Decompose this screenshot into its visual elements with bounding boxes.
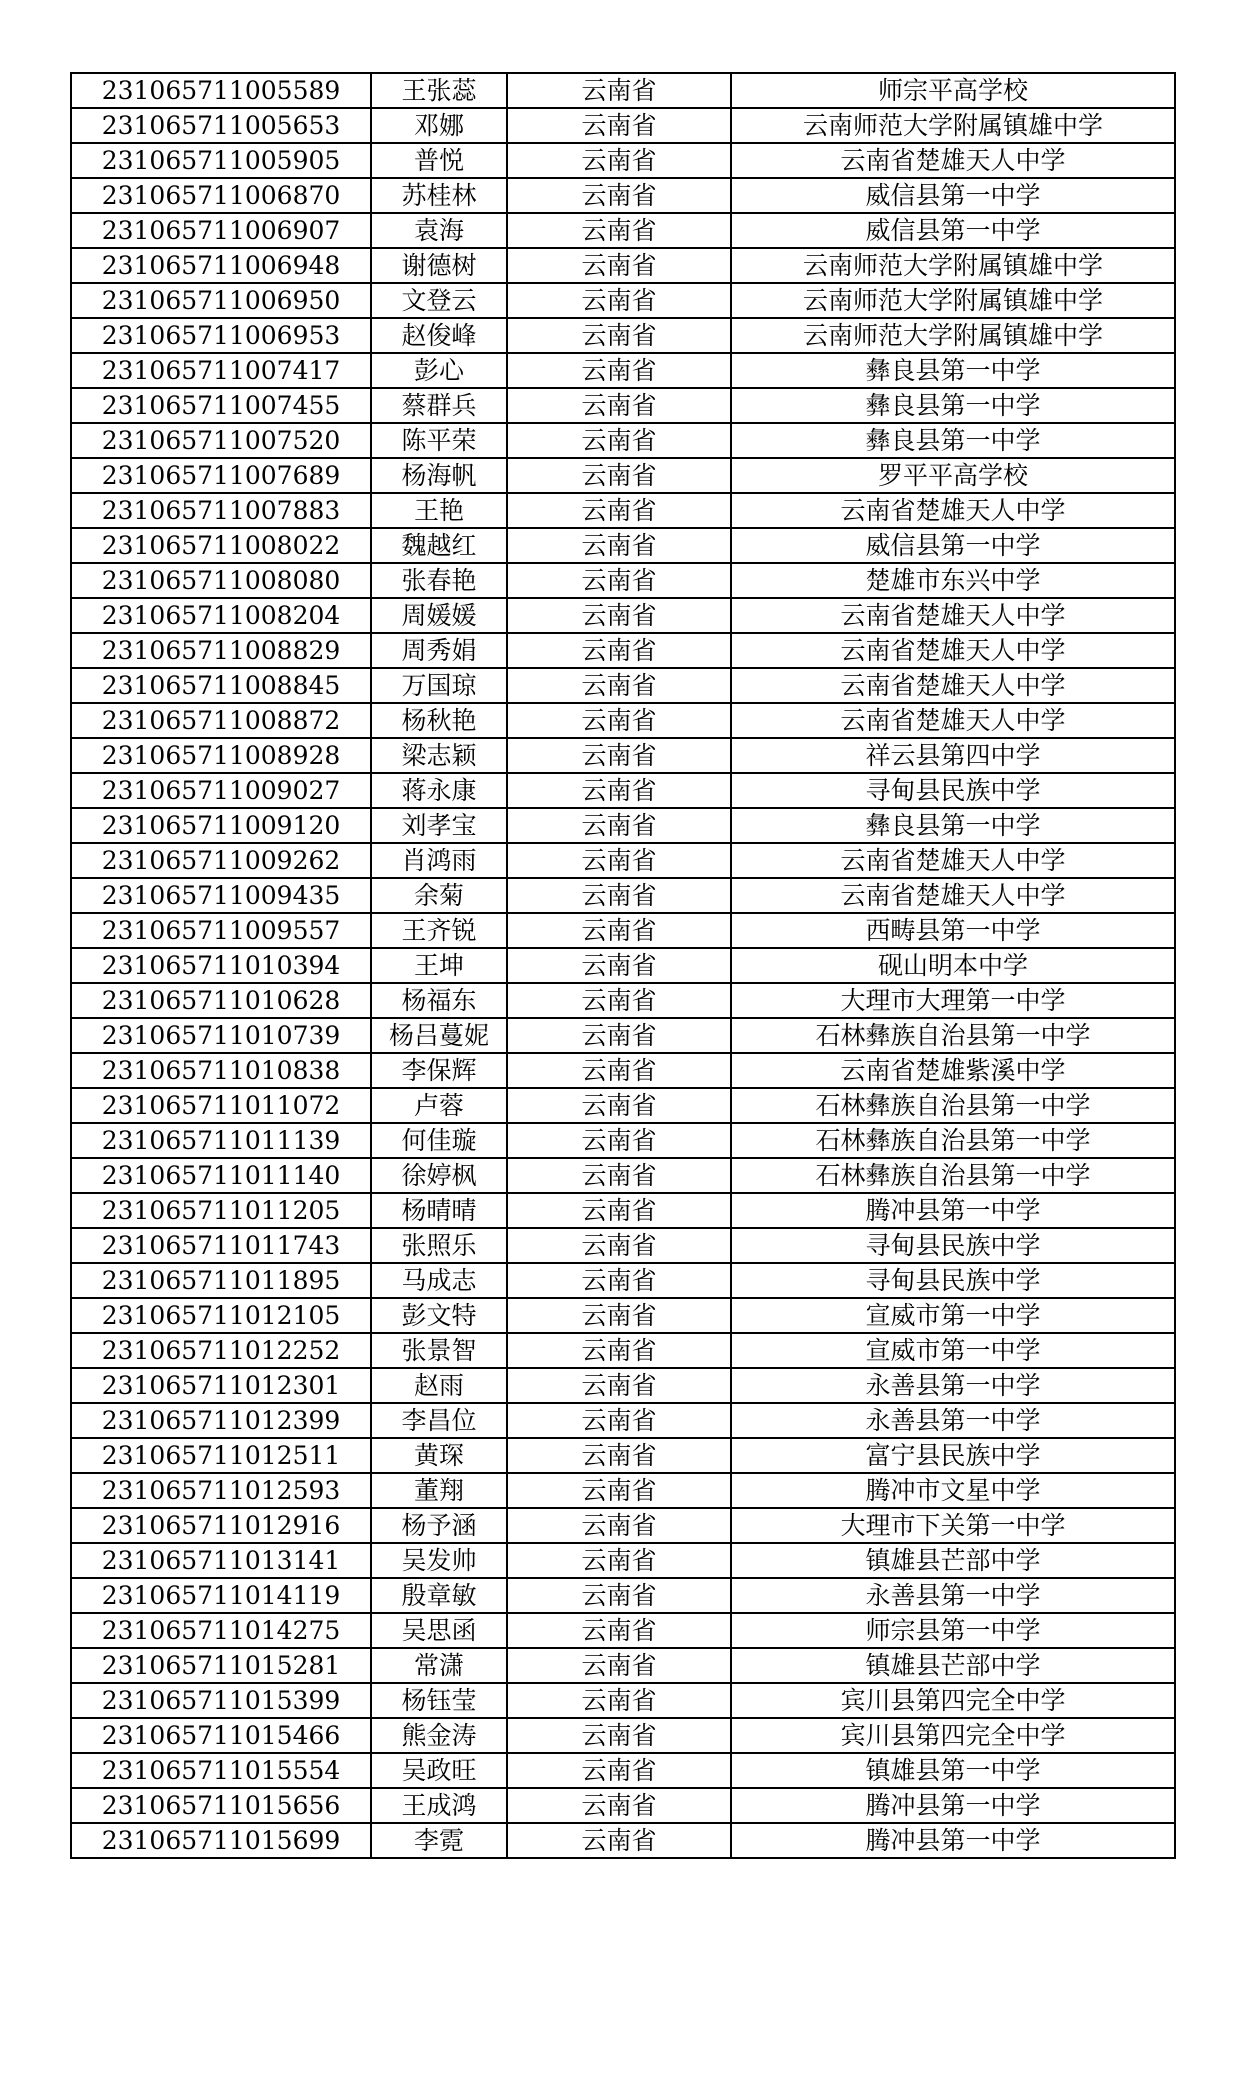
province-cell: 云南省	[507, 1718, 731, 1753]
candidate-id-cell: 231065711006950	[71, 283, 371, 318]
name-cell: 董翔	[371, 1473, 507, 1508]
candidate-id-cell: 231065711006948	[71, 248, 371, 283]
school-cell: 腾冲县第一中学	[731, 1823, 1175, 1858]
province-cell: 云南省	[507, 1088, 731, 1123]
table-row	[71, 1228, 1175, 1263]
school-cell: 宾川县第四完全中学	[731, 1683, 1175, 1718]
table-row	[71, 633, 1175, 668]
name-cell: 谢德树	[371, 248, 507, 283]
table-row	[71, 773, 1175, 808]
school-cell: 云南省楚雄天人中学	[731, 703, 1175, 738]
candidate-id-cell: 231065711009435	[71, 878, 371, 913]
school-cell: 腾冲县第一中学	[731, 1788, 1175, 1823]
school-cell: 云南省楚雄天人中学	[731, 843, 1175, 878]
school-cell: 彝良县第一中学	[731, 423, 1175, 458]
table-row	[71, 1613, 1175, 1648]
table-row	[71, 598, 1175, 633]
name-cell: 蒋永康	[371, 773, 507, 808]
table-row	[71, 878, 1175, 913]
table-row	[71, 1543, 1175, 1578]
table-row	[71, 1508, 1175, 1543]
school-cell: 彝良县第一中学	[731, 388, 1175, 423]
candidate-id-cell: 231065711008022	[71, 528, 371, 563]
table-row	[71, 1263, 1175, 1298]
candidate-id-cell: 231065711010838	[71, 1053, 371, 1088]
school-cell: 云南省楚雄天人中学	[731, 598, 1175, 633]
school-cell: 威信县第一中学	[731, 213, 1175, 248]
name-cell: 邓娜	[371, 108, 507, 143]
province-cell: 云南省	[507, 213, 731, 248]
name-cell: 赵雨	[371, 1368, 507, 1403]
province-cell: 云南省	[507, 353, 731, 388]
province-cell: 云南省	[507, 248, 731, 283]
candidate-id-cell: 231065711012252	[71, 1333, 371, 1368]
table-row	[71, 1333, 1175, 1368]
candidate-id-cell: 231065711011743	[71, 1228, 371, 1263]
table-row	[71, 1648, 1175, 1683]
province-cell: 云南省	[507, 73, 731, 108]
table-row	[71, 143, 1175, 178]
name-cell: 卢蓉	[371, 1088, 507, 1123]
candidate-id-cell: 231065711008845	[71, 668, 371, 703]
school-cell: 寻甸县民族中学	[731, 1263, 1175, 1298]
school-cell: 云南省楚雄天人中学	[731, 633, 1175, 668]
table-row	[71, 1438, 1175, 1473]
province-cell: 云南省	[507, 668, 731, 703]
table-row	[71, 283, 1175, 318]
table-row	[71, 318, 1175, 353]
school-cell: 富宁县民族中学	[731, 1438, 1175, 1473]
candidate-id-cell: 231065711014275	[71, 1613, 371, 1648]
candidate-id-cell: 231065711010739	[71, 1018, 371, 1053]
table-row	[71, 668, 1175, 703]
candidate-id-cell: 231065711011140	[71, 1158, 371, 1193]
table-row	[71, 948, 1175, 983]
candidate-id-cell: 231065711014119	[71, 1578, 371, 1613]
province-cell: 云南省	[507, 1228, 731, 1263]
school-cell: 石林彝族自治县第一中学	[731, 1123, 1175, 1158]
table-row	[71, 1578, 1175, 1613]
school-cell: 威信县第一中学	[731, 178, 1175, 213]
province-cell: 云南省	[507, 1263, 731, 1298]
table-row	[71, 1788, 1175, 1823]
name-cell: 赵俊峰	[371, 318, 507, 353]
school-cell: 云南省楚雄天人中学	[731, 143, 1175, 178]
name-cell: 杨予涵	[371, 1508, 507, 1543]
candidate-id-cell: 231065711006907	[71, 213, 371, 248]
candidate-id-cell: 231065711006870	[71, 178, 371, 213]
candidate-id-cell: 231065711015656	[71, 1788, 371, 1823]
province-cell: 云南省	[507, 738, 731, 773]
school-cell: 宣威市第一中学	[731, 1298, 1175, 1333]
candidate-id-cell: 231065711009120	[71, 808, 371, 843]
school-cell: 彝良县第一中学	[731, 808, 1175, 843]
candidate-id-cell: 231065711012593	[71, 1473, 371, 1508]
name-cell: 周媛媛	[371, 598, 507, 633]
name-cell: 肖鸿雨	[371, 843, 507, 878]
province-cell: 云南省	[507, 318, 731, 353]
table-row	[71, 1298, 1175, 1333]
name-cell: 马成志	[371, 1263, 507, 1298]
name-cell: 杨海帆	[371, 458, 507, 493]
table-row	[71, 843, 1175, 878]
table-row	[71, 353, 1175, 388]
name-cell: 彭心	[371, 353, 507, 388]
name-cell: 李保辉	[371, 1053, 507, 1088]
school-cell: 师宗县第一中学	[731, 1613, 1175, 1648]
table-row	[71, 1753, 1175, 1788]
school-cell: 祥云县第四中学	[731, 738, 1175, 773]
roster-table	[70, 72, 1176, 1859]
school-cell: 镇雄县芒部中学	[731, 1648, 1175, 1683]
table-row	[71, 458, 1175, 493]
school-cell: 石林彝族自治县第一中学	[731, 1158, 1175, 1193]
candidate-id-cell: 231065711008872	[71, 703, 371, 738]
province-cell: 云南省	[507, 1018, 731, 1053]
candidate-id-cell: 231065711010628	[71, 983, 371, 1018]
province-cell: 云南省	[507, 1823, 731, 1858]
name-cell: 徐婷枫	[371, 1158, 507, 1193]
name-cell: 普悦	[371, 143, 507, 178]
school-cell: 石林彝族自治县第一中学	[731, 1088, 1175, 1123]
candidate-id-cell: 231065711012916	[71, 1508, 371, 1543]
candidate-id-cell: 231065711007520	[71, 423, 371, 458]
candidate-id-cell: 231065711015699	[71, 1823, 371, 1858]
table-row	[71, 1158, 1175, 1193]
candidate-id-cell: 231065711007689	[71, 458, 371, 493]
table-row	[71, 108, 1175, 143]
school-cell: 宣威市第一中学	[731, 1333, 1175, 1368]
province-cell: 云南省	[507, 108, 731, 143]
name-cell: 张春艳	[371, 563, 507, 598]
candidate-id-cell: 231065711012105	[71, 1298, 371, 1333]
province-cell: 云南省	[507, 283, 731, 318]
candidate-id-cell: 231065711007883	[71, 493, 371, 528]
province-cell: 云南省	[507, 808, 731, 843]
candidate-id-cell: 231065711008829	[71, 633, 371, 668]
name-cell: 杨福东	[371, 983, 507, 1018]
candidate-id-cell: 231065711007455	[71, 388, 371, 423]
province-cell: 云南省	[507, 493, 731, 528]
name-cell: 杨晴晴	[371, 1193, 507, 1228]
candidate-id-cell: 231065711009262	[71, 843, 371, 878]
name-cell: 余菊	[371, 878, 507, 913]
table-row	[71, 1193, 1175, 1228]
province-cell: 云南省	[507, 913, 731, 948]
table-row	[71, 248, 1175, 283]
name-cell: 周秀娟	[371, 633, 507, 668]
name-cell: 梁志颖	[371, 738, 507, 773]
candidate-id-cell: 231065711010394	[71, 948, 371, 983]
name-cell: 王齐锐	[371, 913, 507, 948]
table-row	[71, 423, 1175, 458]
school-cell: 永善县第一中学	[731, 1368, 1175, 1403]
table-row	[71, 1473, 1175, 1508]
province-cell: 云南省	[507, 563, 731, 598]
school-cell: 永善县第一中学	[731, 1578, 1175, 1613]
candidate-id-cell: 231065711009557	[71, 913, 371, 948]
province-cell: 云南省	[507, 1648, 731, 1683]
candidate-id-cell: 231065711015281	[71, 1648, 371, 1683]
candidate-id-cell: 231065711013141	[71, 1543, 371, 1578]
name-cell: 吴发帅	[371, 1543, 507, 1578]
candidate-id-cell: 231065711012301	[71, 1368, 371, 1403]
province-cell: 云南省	[507, 1438, 731, 1473]
school-cell: 腾冲市文星中学	[731, 1473, 1175, 1508]
school-cell: 镇雄县芒部中学	[731, 1543, 1175, 1578]
name-cell: 常潇	[371, 1648, 507, 1683]
province-cell: 云南省	[507, 528, 731, 563]
school-cell: 云南省楚雄天人中学	[731, 878, 1175, 913]
name-cell: 熊金涛	[371, 1718, 507, 1753]
province-cell: 云南省	[507, 1508, 731, 1543]
candidate-id-cell: 231065711015466	[71, 1718, 371, 1753]
table-row	[71, 1053, 1175, 1088]
table-row	[71, 528, 1175, 563]
province-cell: 云南省	[507, 843, 731, 878]
name-cell: 王成鸿	[371, 1788, 507, 1823]
name-cell: 万国琼	[371, 668, 507, 703]
name-cell: 杨钰莹	[371, 1683, 507, 1718]
province-cell: 云南省	[507, 1578, 731, 1613]
school-cell: 石林彝族自治县第一中学	[731, 1018, 1175, 1053]
school-cell: 寻甸县民族中学	[731, 773, 1175, 808]
province-cell: 云南省	[507, 1123, 731, 1158]
candidate-id-cell: 231065711008928	[71, 738, 371, 773]
school-cell: 云南省楚雄天人中学	[731, 493, 1175, 528]
table-row	[71, 703, 1175, 738]
school-cell: 师宗平高学校	[731, 73, 1175, 108]
candidate-id-cell: 231065711008080	[71, 563, 371, 598]
school-cell: 镇雄县第一中学	[731, 1753, 1175, 1788]
province-cell: 云南省	[507, 598, 731, 633]
candidate-id-cell: 231065711006953	[71, 318, 371, 353]
school-cell: 腾冲县第一中学	[731, 1193, 1175, 1228]
table-row	[71, 1718, 1175, 1753]
province-cell: 云南省	[507, 1683, 731, 1718]
school-cell: 西畴县第一中学	[731, 913, 1175, 948]
candidate-id-cell: 231065711009027	[71, 773, 371, 808]
school-cell: 罗平平高学校	[731, 458, 1175, 493]
school-cell: 楚雄市东兴中学	[731, 563, 1175, 598]
name-cell: 何佳璇	[371, 1123, 507, 1158]
province-cell: 云南省	[507, 703, 731, 738]
school-cell: 云南师范大学附属镇雄中学	[731, 318, 1175, 353]
province-cell: 云南省	[507, 1753, 731, 1788]
name-cell: 杨吕蔓妮	[371, 1018, 507, 1053]
school-cell: 彝良县第一中学	[731, 353, 1175, 388]
table-row	[71, 1683, 1175, 1718]
candidate-id-cell: 231065711011895	[71, 1263, 371, 1298]
province-cell: 云南省	[507, 878, 731, 913]
school-cell: 大理市下关第一中学	[731, 1508, 1175, 1543]
province-cell: 云南省	[507, 143, 731, 178]
name-cell: 陈平荣	[371, 423, 507, 458]
table-row	[71, 1823, 1175, 1858]
name-cell: 李昌位	[371, 1403, 507, 1438]
province-cell: 云南省	[507, 1158, 731, 1193]
table-row	[71, 808, 1175, 843]
name-cell: 张照乐	[371, 1228, 507, 1263]
roster-table-body	[71, 73, 1175, 1858]
name-cell: 刘孝宝	[371, 808, 507, 843]
province-cell: 云南省	[507, 948, 731, 983]
name-cell: 王张蕊	[371, 73, 507, 108]
candidate-id-cell: 231065711008204	[71, 598, 371, 633]
name-cell: 王艳	[371, 493, 507, 528]
name-cell: 苏桂林	[371, 178, 507, 213]
table-row	[71, 913, 1175, 948]
name-cell: 张景智	[371, 1333, 507, 1368]
table-row	[71, 983, 1175, 1018]
name-cell: 黄琛	[371, 1438, 507, 1473]
table-row	[71, 73, 1175, 108]
table-row	[71, 178, 1175, 213]
school-cell: 云南省楚雄天人中学	[731, 668, 1175, 703]
name-cell: 袁海	[371, 213, 507, 248]
province-cell: 云南省	[507, 1368, 731, 1403]
province-cell: 云南省	[507, 458, 731, 493]
school-cell: 砚山明本中学	[731, 948, 1175, 983]
school-cell: 寻甸县民族中学	[731, 1228, 1175, 1263]
province-cell: 云南省	[507, 178, 731, 213]
province-cell: 云南省	[507, 1298, 731, 1333]
province-cell: 云南省	[507, 983, 731, 1018]
school-cell: 宾川县第四完全中学	[731, 1718, 1175, 1753]
table-row	[71, 563, 1175, 598]
name-cell: 杨秋艳	[371, 703, 507, 738]
province-cell: 云南省	[507, 773, 731, 808]
table-row	[71, 1123, 1175, 1158]
province-cell: 云南省	[507, 1613, 731, 1648]
name-cell: 文登云	[371, 283, 507, 318]
candidate-id-cell: 231065711005653	[71, 108, 371, 143]
table-row	[71, 1368, 1175, 1403]
province-cell: 云南省	[507, 1053, 731, 1088]
name-cell: 吴政旺	[371, 1753, 507, 1788]
province-cell: 云南省	[507, 1543, 731, 1578]
province-cell: 云南省	[507, 1788, 731, 1823]
candidate-id-cell: 231065711005589	[71, 73, 371, 108]
table-row	[71, 738, 1175, 773]
name-cell: 彭文特	[371, 1298, 507, 1333]
name-cell: 蔡群兵	[371, 388, 507, 423]
school-cell: 云南省楚雄紫溪中学	[731, 1053, 1175, 1088]
name-cell: 魏越红	[371, 528, 507, 563]
candidate-id-cell: 231065711015554	[71, 1753, 371, 1788]
candidate-id-cell: 231065711011139	[71, 1123, 371, 1158]
province-cell: 云南省	[507, 1403, 731, 1438]
candidate-id-cell: 231065711011205	[71, 1193, 371, 1228]
candidate-id-cell: 231065711005905	[71, 143, 371, 178]
table-row	[71, 388, 1175, 423]
name-cell: 李霓	[371, 1823, 507, 1858]
province-cell: 云南省	[507, 633, 731, 668]
school-cell: 云南师范大学附属镇雄中学	[731, 283, 1175, 318]
province-cell: 云南省	[507, 388, 731, 423]
province-cell: 云南省	[507, 423, 731, 458]
candidate-id-cell: 231065711012511	[71, 1438, 371, 1473]
candidate-id-cell: 231065711012399	[71, 1403, 371, 1438]
candidate-id-cell: 231065711007417	[71, 353, 371, 388]
school-cell: 大理市大理第一中学	[731, 983, 1175, 1018]
candidate-id-cell: 231065711011072	[71, 1088, 371, 1123]
name-cell: 吴思函	[371, 1613, 507, 1648]
table-row	[71, 1403, 1175, 1438]
name-cell: 殷章敏	[371, 1578, 507, 1613]
table-row	[71, 1088, 1175, 1123]
school-cell: 永善县第一中学	[731, 1403, 1175, 1438]
school-cell: 云南师范大学附属镇雄中学	[731, 108, 1175, 143]
table-row	[71, 493, 1175, 528]
province-cell: 云南省	[507, 1193, 731, 1228]
school-cell: 威信县第一中学	[731, 528, 1175, 563]
province-cell: 云南省	[507, 1333, 731, 1368]
table-row	[71, 1018, 1175, 1053]
candidate-id-cell: 231065711015399	[71, 1683, 371, 1718]
name-cell: 王坤	[371, 948, 507, 983]
school-cell: 云南师范大学附属镇雄中学	[731, 248, 1175, 283]
province-cell: 云南省	[507, 1473, 731, 1508]
table-row	[71, 213, 1175, 248]
